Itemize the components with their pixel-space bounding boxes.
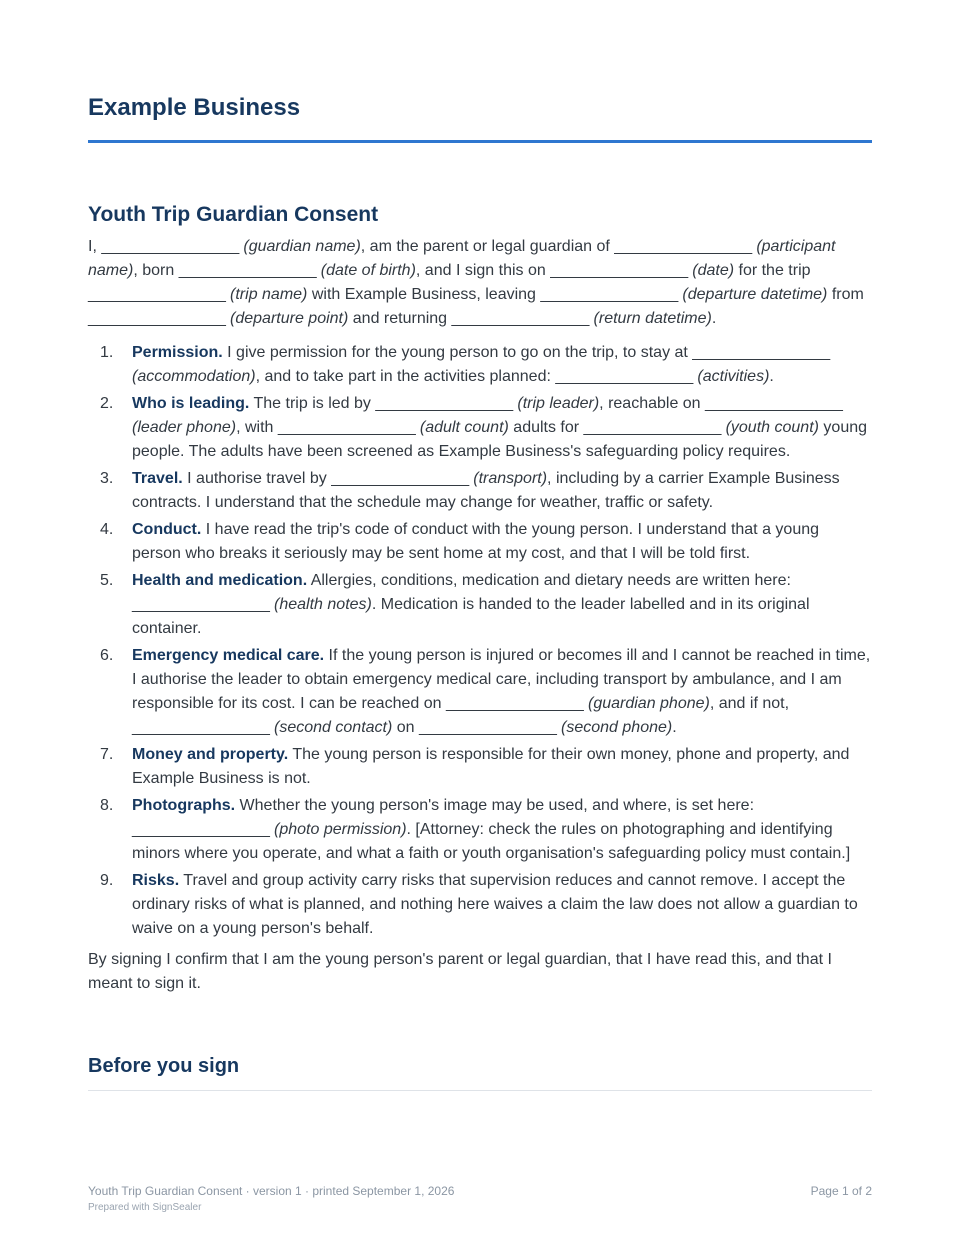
- blank-line: ________________: [132, 719, 270, 736]
- blank-line: ________________: [540, 286, 678, 303]
- field-label: (leader phone): [132, 419, 237, 436]
- field-label: (return datetime): [593, 310, 712, 327]
- field-label: (youth count): [725, 419, 819, 436]
- clause-number: 6.: [100, 647, 114, 664]
- field-label: (trip name): [230, 286, 308, 303]
- clause-number: 9.: [100, 872, 114, 889]
- blank-line: ________________: [132, 821, 270, 838]
- intro-paragraph: I, ________________ (guardian name), am the parent or legal guardian of ________________ (participant name), born ________________ (date of birth), and I sign this on ________________ (date) for the trip ________________ (trip name) with Example Business, leaving ________________ (departure datetime) from ________________ (departure point) and returning ________________ (return datetime).: [88, 238, 864, 327]
- blank-line: ________________: [555, 368, 693, 385]
- clause-8: 8. Photographs. Whether the young person's image may be used, and where, is set here: ________________ (photo permission). [Attorney: check the rules on photographing and identifying minors where you operate, and what a faith or youth organisation's safeguarding policy must contain.]: [88, 794, 872, 866]
- clause-number: 2.: [100, 395, 114, 412]
- blank-line: ________________: [277, 419, 416, 436]
- clause-heading: Travel.: [132, 470, 183, 487]
- document-body: [88, 235, 872, 996]
- blank-line: ________________: [132, 596, 270, 613]
- field-label: (guardian name): [243, 238, 361, 255]
- section-heading-before-you-sign: Before you sign: [88, 1055, 240, 1077]
- blank-line: ________________: [88, 310, 226, 327]
- clause-3: 3. Travel. I authorise travel by ________________ (transport), including by a carrier Example Business contracts. I understand that the schedule may change for weather, traffic or safety.: [88, 467, 872, 515]
- clause-list: [88, 341, 872, 941]
- clause-heading: Health and medication.: [132, 572, 308, 589]
- field-label: (activities): [697, 368, 770, 385]
- footer-prepared-with: Prepared with SignSealer: [88, 1202, 202, 1213]
- footer-page-number: Page 1 of 2: [810, 1184, 872, 1198]
- clause-heading: Money and property.: [132, 746, 289, 763]
- field-label: (trip leader): [517, 395, 600, 412]
- clause-number: 5.: [100, 572, 114, 589]
- clause-heading: Permission.: [132, 344, 223, 361]
- blank-line: ________________: [419, 719, 557, 736]
- field-label: (guardian phone): [587, 695, 710, 712]
- field-label: (participant name): [88, 238, 836, 279]
- field-label: (departure point): [230, 310, 349, 327]
- clause-heading: Who is leading.: [132, 395, 250, 412]
- blank-line: ________________: [583, 419, 722, 436]
- blank-line: ________________: [178, 262, 317, 279]
- field-label: (transport): [473, 470, 548, 487]
- field-label: (second phone): [561, 719, 673, 736]
- footer-document-info: Youth Trip Guardian Consent · version 1 · printed September 1, 2026: [88, 1184, 455, 1198]
- clause-9: 9. Risks. Travel and group activity carry risks that supervision reduces and cannot remove. I accept the ordinary risks of what is planned, and nothing here waives a claim the law does not allow a guardian to waive on a young person's behalf.: [88, 869, 872, 941]
- clause-1: 1. Permission. I give permission for the young person to go on the trip, to stay at ________________ (accommodation), and to take part in the activities planned: ________________ (activities).: [88, 341, 872, 389]
- business-name: Example Business: [88, 94, 301, 121]
- header-divider: [88, 140, 872, 143]
- field-label: (health notes): [274, 596, 372, 613]
- clause-6: 6. Emergency medical care. If the young person is injured or becomes ill and I cannot be reached in time, I authorise the leader to obtain emergency medical care, including transport by ambulance, and I am responsible for its cost. I can be reached on ________________ (guardian phone), and if not, ________________ (second contact) on ________________ (second phone).: [88, 644, 872, 740]
- field-label: (date): [692, 262, 735, 279]
- clause-5: 5. Health and medication. Allergies, conditions, medication and dietary needs are written here: ________________ (health notes). Medication is handed to the leader labelled and in its original container.: [88, 569, 872, 641]
- blank-line: ________________: [101, 238, 239, 255]
- clause-2: 2. Who is leading. The trip is led by ________________ (trip leader), reachable on ________________ (leader phone), with ________________ (adult count) adults for ________________ (youth count) young people. The adults have been screened as Example Business's safeguarding policy requires.: [88, 392, 872, 464]
- field-label: (second contact): [274, 719, 393, 736]
- clause-number: 7.: [100, 746, 114, 763]
- blank-line: ________________: [614, 238, 752, 255]
- field-label: (adult count): [419, 419, 509, 436]
- blank-line: ________________: [331, 470, 469, 487]
- blank-line: ________________: [692, 344, 830, 361]
- clause-heading: Conduct.: [132, 521, 202, 538]
- clause-number: 8.: [100, 797, 114, 814]
- field-label: (departure datetime): [682, 286, 828, 303]
- clause-number: 1.: [100, 344, 114, 361]
- blank-line: ________________: [88, 286, 226, 303]
- clause-heading: Photographs.: [132, 797, 236, 814]
- blank-line: ________________: [550, 262, 688, 279]
- blank-line: ________________: [451, 310, 590, 327]
- blank-line: ________________: [375, 395, 513, 412]
- field-label: (date of birth): [320, 262, 416, 279]
- blank-line: ________________: [705, 395, 843, 412]
- clause-heading: Emergency medical care.: [132, 647, 325, 664]
- section-divider: [88, 1090, 872, 1091]
- field-label: (accommodation): [132, 368, 256, 385]
- clause-heading: Risks.: [132, 872, 180, 889]
- clause-4: 4. Conduct. I have read the trip's code of conduct with the young person. I understand that a young person who breaks it seriously may be sent home at my cost, and that I will be told first.: [88, 518, 872, 566]
- document-title: Youth Trip Guardian Consent: [88, 203, 379, 226]
- clause-number: 3.: [100, 470, 114, 487]
- field-label: (photo permission): [274, 821, 407, 838]
- clause-number: 4.: [100, 521, 114, 538]
- clause-7: 7. Money and property. The young person is responsible for their own money, phone and property, and Example Business is not.: [88, 743, 872, 791]
- closing-paragraph: By signing I confirm that I am the young person's parent or legal guardian, that I have read this, and that I meant to sign it.: [88, 951, 832, 992]
- blank-line: ________________: [445, 695, 584, 712]
